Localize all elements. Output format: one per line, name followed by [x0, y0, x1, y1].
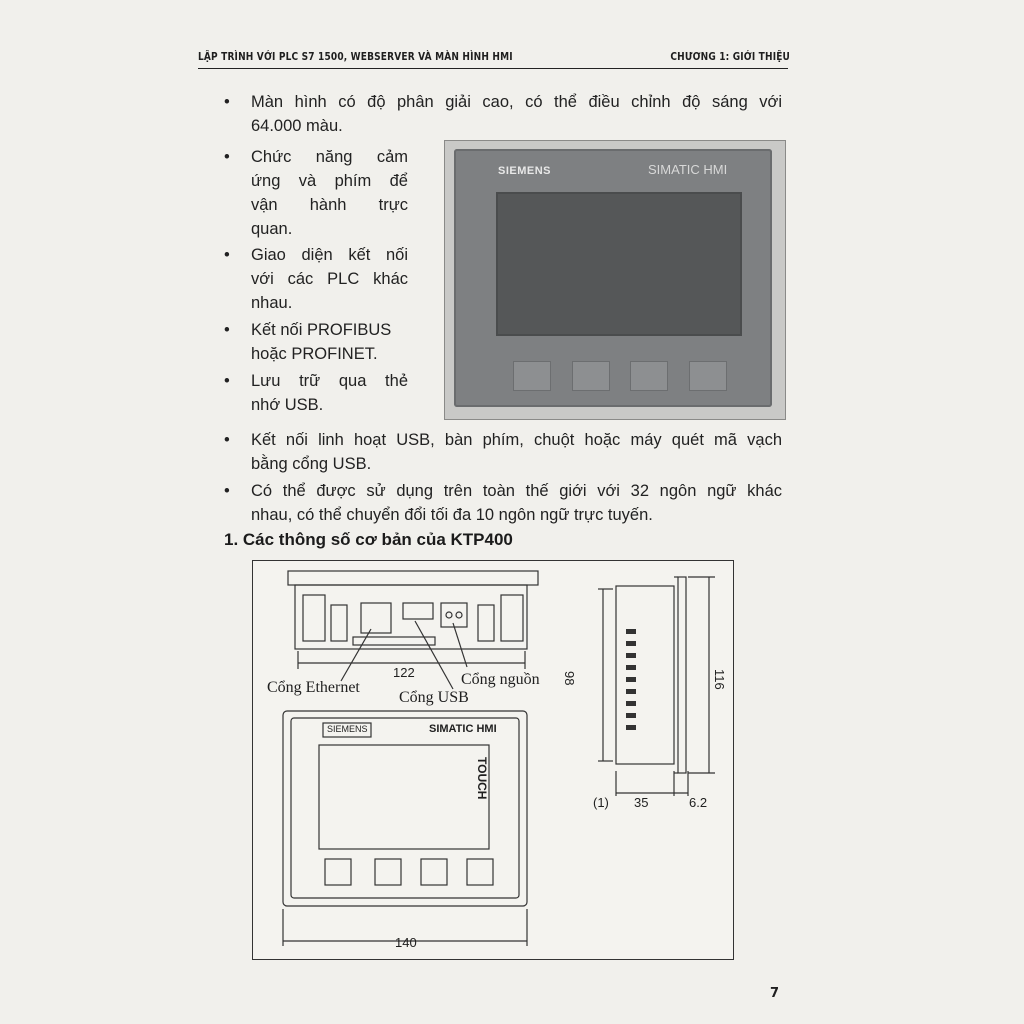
bullet-item: [224, 369, 414, 419]
hmi-screen: [496, 192, 742, 336]
bullet-text: [251, 318, 408, 366]
bullet-text: [251, 145, 408, 241]
dimension-side-note: (1): [593, 795, 609, 810]
bullet-line: ứng và phím để: [251, 172, 408, 190]
bullet-line: Kết nối PROFIBUS: [251, 321, 392, 339]
bullet-dot: •: [224, 148, 230, 166]
bullet-text: [251, 428, 782, 476]
bullet-text: [251, 90, 782, 138]
hmi-function-key: [572, 361, 610, 391]
section-heading: 1. Các thông số cơ bản của KTP400: [224, 530, 513, 549]
dimension-side-inner-height: 98: [562, 671, 577, 686]
header-rule: [198, 68, 788, 69]
bullet-line: quan.: [251, 220, 293, 238]
bullet-dot: •: [224, 372, 230, 390]
front-brand-label: SIEMENS: [327, 724, 368, 734]
front-model-label: SIMATIC HMI: [429, 723, 497, 735]
bullet-item: [224, 145, 414, 241]
bullet-item: [224, 318, 414, 368]
dimension-drawing: [252, 560, 734, 960]
hmi-function-key: [630, 361, 668, 391]
bullet-dot: •: [224, 321, 230, 339]
bullet-line: vận hành trực: [251, 196, 408, 214]
bullet-item: [224, 243, 414, 315]
bullet-line: hoặc PROFINET.: [251, 345, 378, 363]
usb-port-label: Cổng USB: [399, 689, 469, 706]
page-number: 7: [770, 986, 780, 1001]
photo-brand-label: SIEMENS: [498, 165, 552, 177]
bullet-dot: •: [224, 246, 230, 264]
bullet-text: [251, 479, 782, 527]
drawing-lines: [253, 561, 733, 959]
header-chapter-title: CHƯƠNG 1: GIỚI THIỆU: [670, 50, 791, 63]
hmi-bezel: [454, 149, 772, 407]
hmi-function-key: [689, 361, 727, 391]
bullet-line: Có thể được sử dụng trên toàn thế giới với 32 ngôn ngữ khác: [251, 482, 782, 500]
hmi-function-key: [513, 361, 551, 391]
dimension-side-front: 6.2: [689, 795, 708, 810]
bullet-dot: •: [224, 93, 230, 111]
bullet-line: Giao diện kết nối: [251, 246, 408, 264]
bullet-item: [224, 90, 784, 140]
running-header: [198, 50, 791, 68]
header-book-title: LẬP TRÌNH VỚI PLC S7 1500, WEBSERVER VÀ MÀN HÌNH HMI: [198, 50, 513, 63]
bullet-item: [224, 479, 784, 529]
ethernet-port-label: Cổng Ethernet: [267, 679, 360, 696]
bullet-line: Lưu trữ qua thẻ: [251, 372, 408, 390]
bullet-line: Màn hình có độ phân giải cao, có thể điều chỉnh độ sáng với: [251, 93, 782, 111]
bullet-line: 64.000 màu.: [251, 117, 343, 135]
bullet-line: Kết nối linh hoạt USB, bàn phím, chuột hoặc máy quét mã vạch: [251, 431, 782, 449]
bullet-dot: •: [224, 482, 230, 500]
front-touch-label: TOUCH: [475, 757, 489, 800]
bullet-item: [224, 428, 784, 478]
dimension-front-width: 140: [395, 935, 417, 950]
bullet-text: [251, 243, 408, 315]
bullet-line: bằng cổng USB.: [251, 455, 372, 473]
dimension-side-outer-height: 116: [712, 669, 727, 690]
bullet-line: Chức năng cảm: [251, 148, 408, 166]
bullet-line: với các PLC khác: [251, 270, 408, 288]
dimension-side-depth: 35: [634, 795, 649, 810]
bullet-line: nhau, có thể chuyển đổi tối đa 10 ngôn ngữ trực tuyến.: [251, 506, 653, 524]
power-port-label: Cổng nguồn: [461, 671, 540, 688]
bullet-line: nhớ USB.: [251, 396, 324, 414]
bullet-line: nhau.: [251, 294, 293, 312]
bullet-text: [251, 369, 408, 417]
hmi-device-photo: [444, 140, 786, 420]
photo-model-label: SIMATIC HMI: [648, 162, 728, 177]
bullet-dot: •: [224, 431, 230, 449]
dimension-top-width: 122: [393, 665, 415, 680]
